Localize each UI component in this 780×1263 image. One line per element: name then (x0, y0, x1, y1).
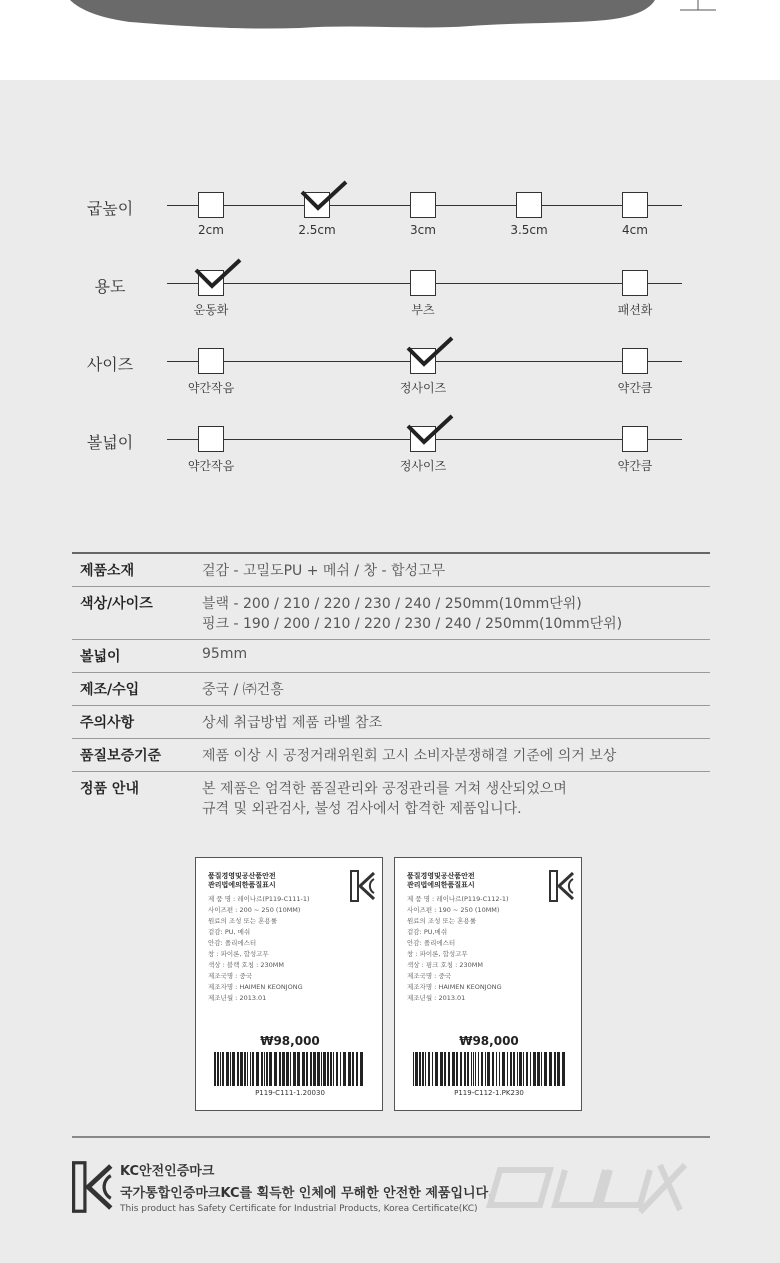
spec-key: 제품소재 (72, 553, 194, 587)
spec-key: 정품 안내 (80, 781, 139, 797)
barcode-bar (492, 1052, 494, 1086)
spec-row (72, 587, 710, 640)
barcode-bar (467, 1052, 469, 1086)
tick-label: 약간큼 (617, 459, 653, 473)
barcode-bar (264, 1052, 265, 1086)
option-box (410, 192, 436, 218)
spec-value: 상세 취급방법 제품 라벨 참조 (194, 706, 710, 739)
option-box (410, 270, 436, 296)
spec-table (72, 552, 710, 824)
barcode-bar (297, 1052, 300, 1086)
spec-value-line: 규격 및 외관검사, 불성 검사에서 합격한 제품입니다. (202, 801, 522, 817)
spec-key: 색상/사이즈 (72, 587, 194, 640)
barcode-bar (485, 1052, 486, 1086)
label-line: 창 : 파이론, 합성고무 (208, 950, 269, 958)
spec-row (72, 553, 710, 587)
barcode-bar (293, 1052, 296, 1086)
spec-row (72, 673, 710, 706)
barcode-bar (519, 1052, 522, 1086)
barcode-image (413, 1052, 565, 1086)
barcode-bar (517, 1052, 518, 1086)
barcode-bar (464, 1052, 466, 1086)
label-line: 제조국명 : 중국 (208, 972, 252, 980)
spec-key: 품질보증기준 (72, 739, 194, 772)
barcode-bar (487, 1052, 490, 1086)
barcode-bar (313, 1052, 316, 1086)
barcode-bar (507, 1052, 508, 1086)
barcode-bar (440, 1052, 443, 1086)
label-header-line: 품질경영및공산품안전 (208, 872, 276, 880)
tick-label: 2.5cm (298, 223, 336, 237)
label-header (208, 872, 276, 890)
barcode-bar (562, 1052, 565, 1086)
label-body (208, 894, 310, 1004)
barcode-bar (220, 1052, 221, 1086)
barcode-bar (428, 1052, 430, 1086)
spec-value: 95mm (194, 640, 710, 673)
barcode-bar (413, 1052, 414, 1086)
spec-value (194, 772, 710, 825)
row-label-usage: 용도 (94, 277, 126, 296)
spec-row (72, 772, 710, 825)
barcode-bar (352, 1052, 354, 1086)
tick-label: 정사이즈 (399, 381, 447, 395)
barcode-bar (422, 1052, 424, 1086)
option-box (622, 192, 648, 218)
barcode-bar (478, 1052, 479, 1086)
row-label-heel-height: 굽높이 (86, 199, 134, 218)
barcode-bar (530, 1052, 531, 1086)
barcode-bar (330, 1052, 332, 1086)
spec-row (72, 739, 710, 772)
option-box (516, 192, 542, 218)
top-decoration (0, 0, 780, 115)
footer-divider (72, 1136, 710, 1138)
barcode-bar (526, 1052, 528, 1086)
barcode-bar (327, 1052, 329, 1086)
barcode-number: P119-C111-1.20030 (255, 1089, 325, 1097)
barcode-bar (302, 1052, 305, 1086)
spec-value-line: 블랙 - 200 / 210 / 220 / 230 / 240 / 250mm(10mm단위) (202, 596, 582, 612)
barcode-bar (274, 1052, 277, 1086)
product-label-card (195, 857, 383, 1111)
barcode-bar (336, 1052, 338, 1086)
barcode-bar (554, 1052, 556, 1086)
kc-title: KC안전인증마크 (120, 1164, 215, 1179)
option-box (622, 270, 648, 296)
spec-row (72, 706, 710, 739)
checkmark-icon (406, 336, 454, 368)
barcode-bar (306, 1052, 308, 1086)
barcode-bar (321, 1052, 322, 1086)
label-line: 사이즈편 : 200 ~ 250 (10MM) (208, 906, 301, 914)
kc-mark-icon (72, 1160, 114, 1214)
label-line: 제조국명 : 중국 (407, 972, 451, 980)
label-line: 제조년월 : 2013.01 (407, 994, 466, 1002)
product-label-card (394, 857, 582, 1111)
barcode-bar (279, 1052, 281, 1086)
tick-label: 약간작음 (187, 381, 235, 395)
barcode-bar (549, 1052, 552, 1086)
checkmark-icon (194, 258, 242, 290)
spec-value: 겉감 - 고밀도PU + 메쉬 / 창 - 합성고무 (194, 553, 710, 587)
spec-key: 볼넓이 (72, 640, 194, 673)
barcode-bar (266, 1052, 268, 1086)
barcode-bar (214, 1052, 216, 1086)
spec-key: 제조/수입 (72, 673, 194, 706)
barcode-bar (452, 1052, 455, 1086)
barcode-bar (425, 1052, 426, 1086)
option-box (198, 192, 224, 218)
barcode-bar (226, 1052, 229, 1086)
barcode-bar (475, 1052, 476, 1086)
spec-value: 중국 / ㈜건흥 (194, 673, 710, 706)
spec-value-line: 본 제품은 엄격한 품질관리와 공정관리를 거쳐 생산되었으며 (202, 781, 567, 797)
row-label-width: 볼넓이 (86, 433, 134, 452)
label-price: ₩98,000 (260, 1034, 320, 1048)
barcode-bar (340, 1052, 341, 1086)
barcode-bar (473, 1052, 474, 1086)
barcode-bar (481, 1052, 483, 1086)
option-box (198, 348, 224, 374)
tick-label: 약간큼 (617, 381, 653, 395)
barcode-bar (244, 1052, 246, 1086)
tick-label: 2cm (198, 223, 224, 237)
barcode-bar (444, 1052, 446, 1086)
label-line: 원료의 조성 또는 혼용률 (208, 917, 277, 925)
barcode-bar (456, 1052, 458, 1086)
tick-label: 패션화 (617, 303, 653, 317)
label-body (407, 894, 509, 1004)
tick-label: 약간작음 (187, 459, 235, 473)
barcode-bar (510, 1052, 512, 1086)
label-line: 제 품 명 : 레이나르(P119-C111-1) (208, 895, 310, 903)
label-line: 안감: 폴리에스터 (208, 939, 257, 947)
barcode-image (214, 1052, 366, 1086)
label-header-line: 품질경영및공산품안전 (407, 872, 475, 880)
checkmark-icon (300, 180, 348, 212)
label-line: 제조자명 : HAIMEN KEONJONG (407, 983, 502, 991)
barcode-bar (323, 1052, 326, 1086)
barcode-bar (557, 1052, 560, 1086)
barcode-number: P119-C112-1.PK230 (454, 1089, 524, 1097)
label-line: 겉감: PU,메쉬 (407, 928, 448, 936)
barcode-bar (240, 1052, 243, 1086)
barcode-bar (286, 1052, 289, 1086)
label-line: 색상 : 블랙 호칭 : 230MM (208, 961, 285, 969)
kc-english-note: This product has Safety Certificate for Industrial Products, Korea Certificate(KC) (120, 1204, 478, 1214)
barcode-bar (499, 1052, 500, 1086)
kc-mark-icon (549, 870, 575, 902)
barcode-bar (533, 1052, 536, 1086)
barcode-bar (356, 1052, 358, 1086)
option-box (198, 426, 224, 452)
label-line: 색상 : 핑크 호칭 : 230MM (407, 961, 484, 969)
barcode-bar (448, 1052, 450, 1086)
barcode-bar (333, 1052, 334, 1086)
label-line: 원료의 조성 또는 혼용률 (407, 917, 476, 925)
tick-label: 3cm (410, 223, 436, 237)
option-box (622, 426, 648, 452)
barcode-bar (282, 1052, 285, 1086)
barcode-bar (269, 1052, 272, 1086)
barcode-bar (544, 1052, 547, 1086)
label-price: ₩98,000 (459, 1034, 519, 1048)
barcode-bar (415, 1052, 418, 1086)
barcode-bar (222, 1052, 224, 1086)
tick-label: 부츠 (411, 303, 435, 317)
tick-label: 4cm (622, 223, 648, 237)
barcode-bar (230, 1052, 231, 1086)
label-line: 제조년월 : 2013.01 (208, 994, 267, 1002)
label-header-line: 관리법에의한품질표시 (407, 881, 475, 889)
label-line: 제조자명 : HAIMEN KEONJONG (208, 983, 303, 991)
label-line: 겉감: PU, 메쉬 (208, 928, 251, 936)
barcode-bar (496, 1052, 497, 1086)
barcode-bar (237, 1052, 239, 1086)
barcode-bar (247, 1052, 248, 1086)
label-line: 창 : 파이론, 합성고무 (407, 950, 468, 958)
barcode-bar (435, 1052, 438, 1086)
barcode-bar (317, 1052, 320, 1086)
barcode-bar (232, 1052, 235, 1086)
barcode-bar (460, 1052, 462, 1086)
spec-value-line: 핑크 - 190 / 200 / 210 / 220 / 230 / 240 / 250mm(10mm단위) (202, 616, 623, 632)
checkmark-icon (406, 414, 454, 446)
option-box (622, 348, 648, 374)
barcode-bar (502, 1052, 505, 1086)
label-header-line: 관리법에의한품질표시 (208, 881, 276, 889)
tick-label: 정사이즈 (399, 459, 447, 473)
label-line: 안감: 폴리에스터 (407, 939, 456, 947)
barcode-bar (537, 1052, 540, 1086)
tick-label: 운동화 (193, 303, 229, 317)
label-header (407, 872, 475, 890)
brand-watermark-logo (470, 1150, 690, 1220)
spec-value (194, 587, 710, 640)
label-line: 제 품 명 : 레이나르(P119-C112-1) (407, 895, 509, 903)
barcode-bar (348, 1052, 351, 1086)
spec-key: 주의사항 (72, 706, 194, 739)
barcode-bar (256, 1052, 259, 1086)
barcode-bar (360, 1052, 363, 1086)
barcode-bar (419, 1052, 421, 1086)
barcode-bar (250, 1052, 251, 1086)
barcode-bar (261, 1052, 263, 1086)
barcode-bar (217, 1052, 219, 1086)
barcode-bar (513, 1052, 515, 1086)
row-label-size: 사이즈 (86, 355, 134, 374)
spec-row (72, 640, 710, 673)
kc-mark-icon (350, 870, 376, 902)
barcode-bar (523, 1052, 524, 1086)
spec-value: 제품 이상 시 공정거래위원회 고시 소비자분쟁해결 기준에 의거 보상 (194, 739, 710, 772)
kc-description: 국가통합인증마크KC를 획득한 인체에 무해한 안전한 제품입니다. (120, 1186, 494, 1201)
barcode-bar (343, 1052, 346, 1086)
label-line: 사이즈편 : 190 ~ 250 (10MM) (407, 906, 500, 914)
barcode-bar (541, 1052, 542, 1086)
barcode-bar (310, 1052, 312, 1086)
barcode-bar (290, 1052, 291, 1086)
barcode-bar (252, 1052, 254, 1086)
tick-label: 3.5cm (510, 223, 548, 237)
barcode-bar (432, 1052, 433, 1086)
barcode-bar (471, 1052, 472, 1086)
